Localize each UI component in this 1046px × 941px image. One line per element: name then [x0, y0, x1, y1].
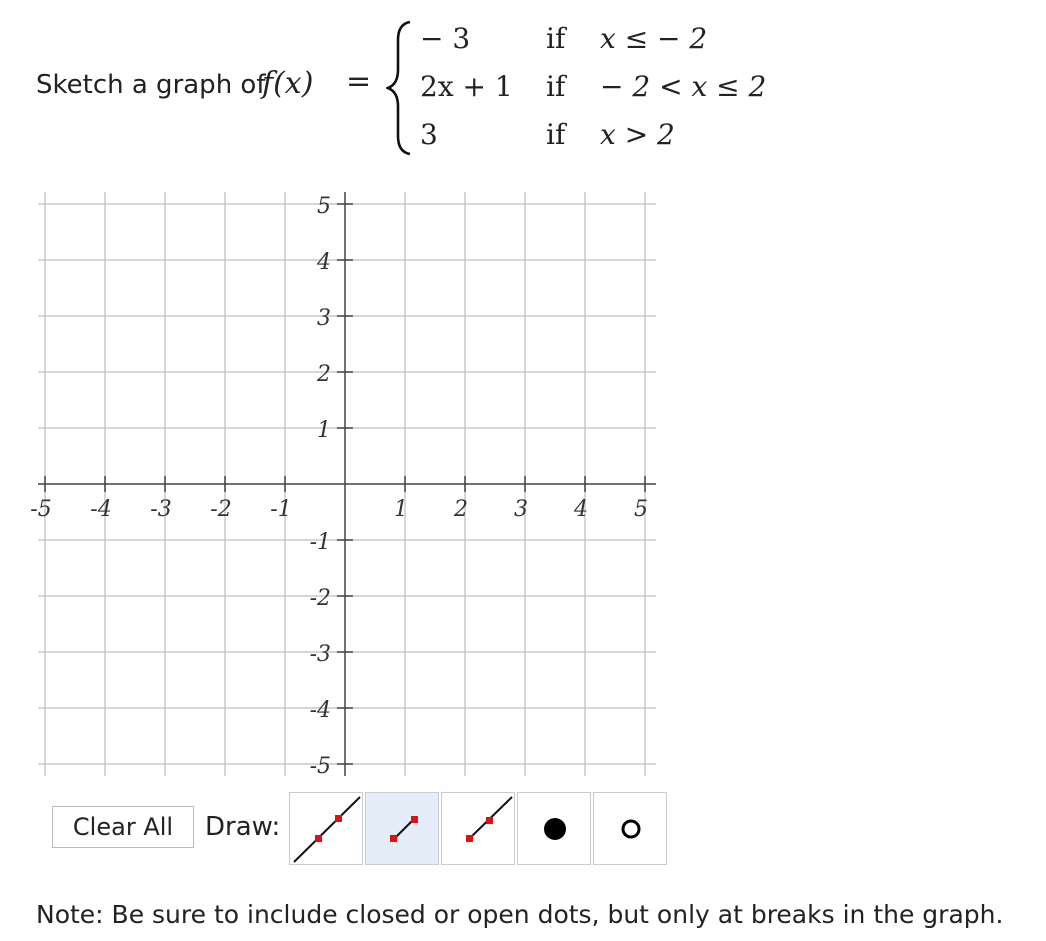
case-if: if [546, 22, 566, 55]
left-brace [386, 18, 416, 158]
x-tick-label: 3 [514, 497, 528, 522]
case-expression: − 3 [420, 22, 471, 55]
closed-dot-tool-button[interactable] [517, 792, 591, 865]
x-tick-label: 4 [574, 497, 588, 522]
graph-canvas[interactable] [0, 180, 680, 780]
x-tick-label: 2 [454, 497, 468, 522]
closed-dot-icon [518, 793, 592, 866]
ray-icon [442, 793, 516, 866]
x-tick-label: -2 [210, 497, 232, 522]
draw-label: Draw: [205, 812, 281, 842]
y-tick-label: -3 [309, 642, 331, 667]
open-dot-tool-button[interactable] [593, 792, 667, 865]
y-tick-label: 3 [317, 306, 331, 331]
case-if: if [546, 70, 566, 103]
function-label: f(x) [262, 66, 314, 101]
y-tick-label: 4 [317, 250, 331, 275]
note-text: Note: Be sure to include closed or open dots, but only at breaks in the graph. [36, 900, 1004, 929]
x-tick-label: -4 [90, 497, 112, 522]
clear-all-button[interactable]: Clear All [52, 806, 194, 848]
line-icon [290, 793, 364, 866]
y-tick-label: 2 [317, 362, 331, 387]
case-condition: − 2 < x ≤ 2 [600, 70, 767, 103]
problem-prompt: Sketch a graph of [36, 70, 266, 100]
x-tick-label: -1 [270, 497, 292, 522]
x-tick-label: 1 [394, 497, 408, 522]
equals-sign: = [346, 64, 372, 99]
case-if: if [546, 118, 566, 151]
ray-tool-button[interactable] [441, 792, 515, 865]
x-tick-label: -5 [30, 497, 52, 522]
y-tick-label: -2 [309, 586, 331, 611]
y-tick-label: -1 [309, 530, 331, 555]
y-tick-label: -5 [309, 754, 331, 779]
case-condition: x > 2 [600, 118, 675, 151]
case-expression: 3 [420, 118, 438, 151]
y-tick-label: -4 [309, 698, 331, 723]
y-tick-label: 1 [317, 418, 331, 443]
case-expression: 2x + 1 [420, 70, 513, 103]
x-tick-label: 5 [634, 497, 648, 522]
case-condition: x ≤ − 2 [600, 22, 708, 55]
segment-icon [366, 793, 440, 866]
line-tool-button[interactable] [289, 792, 363, 865]
segment-tool-button[interactable] [365, 792, 439, 865]
x-tick-label: -3 [150, 497, 172, 522]
y-tick-label: 5 [317, 194, 331, 219]
open-dot-icon [594, 793, 668, 866]
